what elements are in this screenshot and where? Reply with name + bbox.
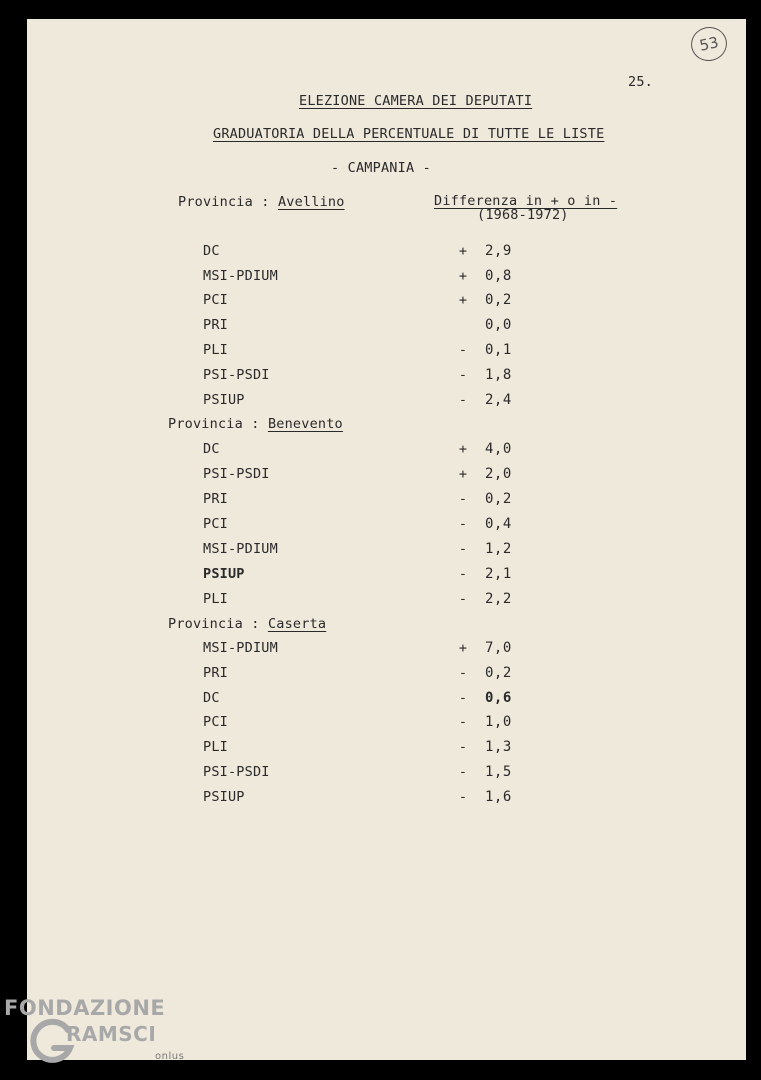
watermark-line1: FONDAZIONE [4,996,166,1020]
document-subtitle: GRADUATORIA DELLA PERCENTUALE DI TUTTE LE LISTE [213,126,605,142]
party-name: DC [203,243,220,259]
party-name: PLI [203,739,228,755]
diff-value: 1,2 [485,541,512,557]
province-name: Caserta [267,616,327,632]
party-name: PSIUP [203,392,245,408]
party-name: PSI-PSDI [203,367,270,383]
diff-value: 2,2 [485,591,512,607]
diff-value: 0,2 [485,491,512,507]
column-header-period: (1968-1972) [477,207,569,223]
diff-sign: - [458,566,468,582]
watermark-line3: onlus [155,1051,185,1062]
diff-sign: - [458,665,468,681]
party-name: PCI [203,516,228,532]
column-header-difference: Differenza in + o in - [434,193,618,209]
diff-sign: - [458,491,468,507]
diff-value: 2,4 [485,392,512,408]
diff-sign: - [458,367,468,383]
page-number: 25. [628,74,653,90]
diff-value: 1,6 [485,789,512,805]
diff-sign: + [458,441,468,457]
diff-sign: - [458,591,468,607]
province-label: Provincia : [168,416,260,432]
party-name: PLI [203,591,228,607]
party-name: MSI-PDIUM [203,640,278,656]
diff-value: 0,2 [485,292,512,308]
province-label: Provincia : [178,194,270,210]
diff-value: 0,2 [485,665,512,681]
province-heading-benevento [168,416,343,432]
diff-value: 1,0 [485,714,512,730]
party-name: PRI [203,491,228,507]
page-stamp: 53 [688,24,730,65]
province-label: Provincia : [168,616,260,632]
diff-sign: - [458,739,468,755]
province-heading-caserta [168,616,326,632]
region-heading: - CAMPANIA - [331,160,431,176]
diff-value: 0,4 [485,516,512,532]
diff-value: 2,0 [485,466,512,482]
party-name: PSIUP [203,566,245,582]
diff-value: 7,0 [485,640,512,656]
province-heading-avellino [178,194,345,210]
diff-value: 1,5 [485,764,512,780]
watermark-line2: RAMSCI [66,1022,157,1046]
diff-value: 2,1 [485,566,512,582]
diff-value: 4,0 [485,441,512,457]
party-name: PCI [203,292,228,308]
party-name: MSI-PDIUM [203,268,278,284]
diff-sign: + [458,268,468,284]
diff-sign: + [458,292,468,308]
party-name: PSI-PSDI [203,764,270,780]
diff-value: 0,6 [485,690,512,706]
diff-value: 1,3 [485,739,512,755]
diff-value: 1,8 [485,367,512,383]
diff-sign: - [458,342,468,358]
diff-sign: - [458,714,468,730]
province-name: Benevento [267,416,343,432]
diff-sign: - [458,764,468,780]
party-name: PSI-PSDI [203,466,270,482]
party-name: PCI [203,714,228,730]
party-name: PLI [203,342,228,358]
party-name: MSI-PDIUM [203,541,278,557]
diff-sign: - [458,690,468,706]
party-name: DC [203,441,220,457]
diff-value: 2,9 [485,243,512,259]
diff-value: 0,0 [485,317,512,333]
party-name: PRI [203,665,228,681]
diff-sign: - [458,392,468,408]
diff-sign: - [458,789,468,805]
party-name: DC [203,690,220,706]
party-name: PSIUP [203,789,245,805]
diff-sign: - [458,516,468,532]
diff-sign: + [458,466,468,482]
party-name: PRI [203,317,228,333]
diff-value: 0,8 [485,268,512,284]
diff-sign: - [458,541,468,557]
diff-value: 0,1 [485,342,512,358]
document-title: ELEZIONE CAMERA DEI DEPUTATI [299,93,533,109]
province-name: Avellino [277,194,345,210]
diff-sign: + [458,640,468,656]
diff-sign: + [458,243,468,259]
